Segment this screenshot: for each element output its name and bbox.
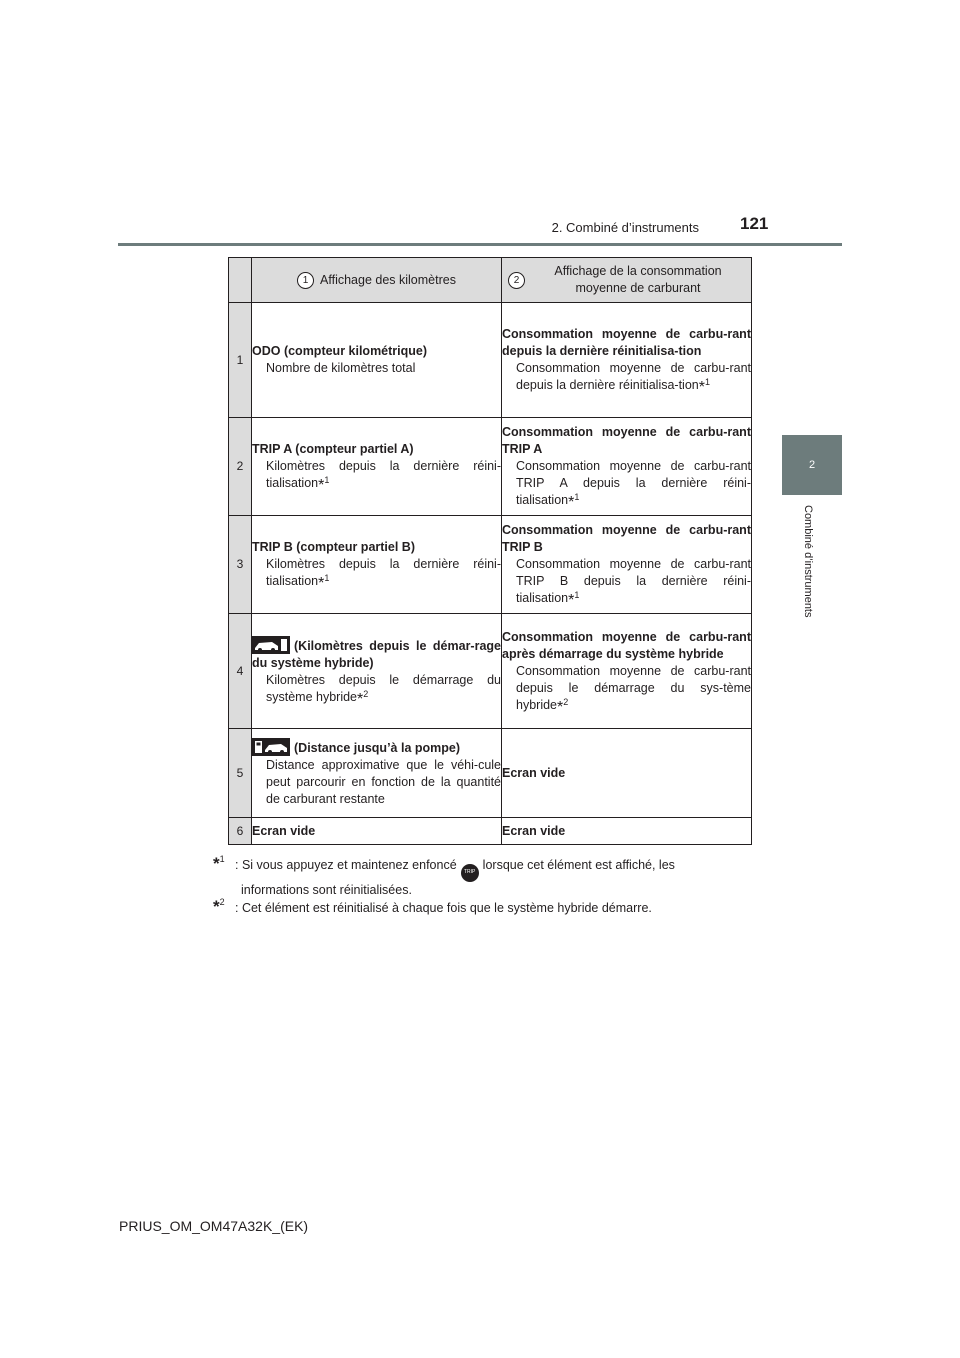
chapter-tab-label: Combiné d’instruments xyxy=(802,505,814,618)
chapter-tab[interactable] xyxy=(782,435,842,495)
row-index: 1 xyxy=(229,303,252,418)
header-index-cell xyxy=(229,258,252,303)
header-col-2: 2 Affichage de la consommation moyenne de carburant xyxy=(502,258,752,303)
footnote-2: *$^2$ : Cet élément est réinitialisé à chaque fois que le système hybride démarre. xyxy=(213,897,652,916)
display-info-table xyxy=(228,257,752,845)
cell-empty-screen: Ecran vide xyxy=(502,818,752,845)
header-rule xyxy=(118,243,842,246)
chapter-tab-number: 2 xyxy=(808,459,816,471)
table-row xyxy=(229,614,752,729)
cell-empty-screen: Ecran vide xyxy=(252,818,502,845)
cell-consumption-trip-b: Consommation moyenne de carbu-rant TRIP B Consommation moyenne de carbu-rant TRIP B depuis la dernière réini-tialisation$^{*^1}$ xyxy=(502,516,752,614)
table-row xyxy=(229,418,752,516)
car-drive-icon xyxy=(252,636,290,654)
row-index: 2 xyxy=(229,418,252,516)
section-title: 2. Combiné d’instruments xyxy=(551,220,699,235)
cell-odo: ODO (compteur kilométrique) Nombre de kilomètres total xyxy=(252,303,502,418)
footnote-1: *$^1$ : Si vous appuyez et maintenez enfoncé TRIP lorsque cet élément est affiché, les informations sont réinitialisées. xyxy=(213,854,675,897)
table-header-row xyxy=(229,258,752,303)
document-code: PRIUS_OM_OM47A32K_(EK) xyxy=(119,1218,309,1234)
row-index: 5 xyxy=(229,729,252,818)
cell-hybrid-start-distance: (Kilomètres depuis le démar-rage du système hybride) Kilomètres depuis le démarrage du système hybride$^{*^2}$ xyxy=(252,614,502,729)
cell-consumption-reset: Consommation moyenne de carbu-rant depuis la dernière réinitialisa-tion Consommation moyenne de carbu-rant depuis la dernière réinitialisa-tion$^{*^1}$ xyxy=(502,303,752,418)
fuel-pump-car-icon xyxy=(252,738,290,756)
trip-button-icon: TRIP xyxy=(461,864,479,882)
circle-2-icon: 2 xyxy=(508,272,525,289)
row-index: 6 xyxy=(229,818,252,845)
cell-empty-screen: Ecran vide xyxy=(502,729,752,818)
cell-consumption-hybrid: Consommation moyenne de carbu-rant après démarrage du système hybride Consommation moyenne de carbu-rant depuis le démarrage du sys-tème hybride$^{*^2}$ xyxy=(502,614,752,729)
header-col-1: 1 Affichage des kilomètres xyxy=(252,258,502,303)
page-number: 121 xyxy=(740,214,769,233)
cell-trip-a: TRIP A (compteur partiel A) Kilomètres depuis la dernière réini-tialisation$^{*^1}$ xyxy=(252,418,502,516)
cell-trip-b: TRIP B (compteur partiel B) Kilomètres depuis la dernière réini-tialisation$^{*^1}$ xyxy=(252,516,502,614)
table-row xyxy=(229,818,752,845)
table-row xyxy=(229,303,752,418)
table-row xyxy=(229,729,752,818)
circle-1-icon: 1 xyxy=(297,272,314,289)
row-index: 3 xyxy=(229,516,252,614)
cell-consumption-trip-a: Consommation moyenne de carbu-rant TRIP A Consommation moyenne de carbu-rant TRIP A depuis la dernière réini-tialisation$^{*^1}$ xyxy=(502,418,752,516)
table-row xyxy=(229,516,752,614)
cell-distance-to-pump: (Distance jusqu’à la pompe) Distance approximative que le véhi-cule peut parcourir en fonction de la quantité de carburant restante xyxy=(252,729,502,818)
row-index: 4 xyxy=(229,614,252,729)
